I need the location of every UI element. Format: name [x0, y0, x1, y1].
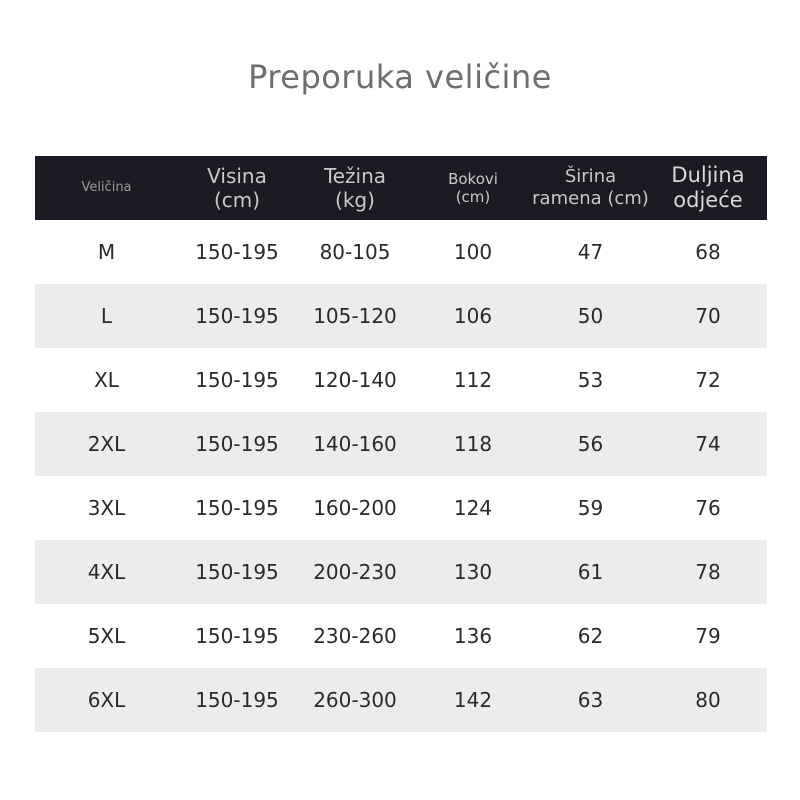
length-cell: 80 — [695, 688, 721, 712]
shoulder-cell: 63 — [577, 688, 604, 712]
table-row — [35, 604, 767, 668]
hips-cell: 124 — [453, 496, 493, 520]
shoulder-cell: 62 — [577, 624, 604, 648]
height-cell: 150-195 — [195, 496, 279, 520]
header-length-line1: Duljina — [671, 162, 745, 187]
header-weight-line2: (kg) — [335, 188, 375, 212]
length-cell: 76 — [695, 496, 721, 520]
size-cell: 2XL — [87, 432, 126, 456]
size-cell: 6XL — [87, 688, 126, 712]
header-length-line2: odjeće — [673, 188, 743, 212]
header-shoulder-line1: Širina — [564, 166, 617, 188]
weight-cell: 105-120 — [313, 304, 397, 328]
length-cell: 79 — [695, 624, 721, 648]
table-row — [35, 476, 767, 540]
table-row — [35, 220, 767, 284]
height-cell: 150-195 — [195, 240, 279, 264]
shoulder-cell: 50 — [577, 304, 604, 328]
hips-cell: 112 — [453, 368, 493, 392]
header-hips — [414, 156, 532, 220]
header-height-line2: (cm) — [213, 188, 261, 212]
size-cell: 5XL — [87, 624, 126, 648]
shoulder-cell: 61 — [577, 560, 604, 584]
table-row — [35, 412, 767, 476]
size-cell: 3XL — [87, 496, 126, 520]
weight-cell: 80-105 — [319, 240, 391, 264]
hips-cell: 142 — [453, 688, 493, 712]
table-row — [35, 668, 767, 732]
header-weight-line1: Težina — [323, 164, 387, 188]
header-size — [35, 156, 178, 220]
header-hips-line1: Bokovi — [448, 170, 498, 188]
hips-cell: 136 — [453, 624, 493, 648]
height-cell: 150-195 — [195, 368, 279, 392]
hips-cell: 118 — [453, 432, 493, 456]
height-cell: 150-195 — [195, 560, 279, 584]
table-row — [35, 540, 767, 604]
header-shoulder-line2: ramena (cm) — [532, 188, 649, 209]
shoulder-cell: 47 — [577, 240, 604, 264]
hips-cell: 100 — [453, 240, 493, 264]
shoulder-cell: 59 — [577, 496, 604, 520]
length-cell: 70 — [695, 304, 721, 328]
weight-cell: 120-140 — [313, 368, 397, 392]
length-cell: 78 — [695, 560, 721, 584]
page-title: Preporuka veličine — [248, 58, 552, 96]
size-table — [35, 156, 767, 732]
height-cell: 150-195 — [195, 432, 279, 456]
shoulder-cell: 56 — [577, 432, 604, 456]
weight-cell: 200-230 — [313, 560, 397, 584]
hips-cell: 106 — [453, 304, 493, 328]
size-cell: L — [100, 304, 113, 328]
shoulder-cell: 53 — [577, 368, 604, 392]
header-size-label: Veličina — [81, 180, 132, 196]
table-row — [35, 348, 767, 412]
header-height-line1: Visina — [207, 164, 267, 188]
height-cell: 150-195 — [195, 304, 279, 328]
weight-cell: 160-200 — [313, 496, 397, 520]
table-header — [35, 156, 767, 220]
header-height — [178, 156, 296, 220]
hips-cell: 130 — [453, 560, 493, 584]
table-row — [35, 284, 767, 348]
height-cell: 150-195 — [195, 624, 279, 648]
length-cell: 72 — [695, 368, 721, 392]
header-weight — [296, 156, 414, 220]
weight-cell: 230-260 — [313, 624, 397, 648]
length-cell: 74 — [695, 432, 721, 456]
header-hips-line2: (cm) — [455, 188, 491, 206]
header-shoulder-width — [532, 156, 649, 220]
height-cell: 150-195 — [195, 688, 279, 712]
weight-cell: 140-160 — [313, 432, 397, 456]
weight-cell: 260-300 — [313, 688, 397, 712]
length-cell: 68 — [695, 240, 721, 264]
size-cell: XL — [94, 368, 119, 392]
size-cell: M — [97, 240, 116, 264]
header-garment-length — [649, 156, 767, 220]
size-cell: 4XL — [87, 560, 126, 584]
